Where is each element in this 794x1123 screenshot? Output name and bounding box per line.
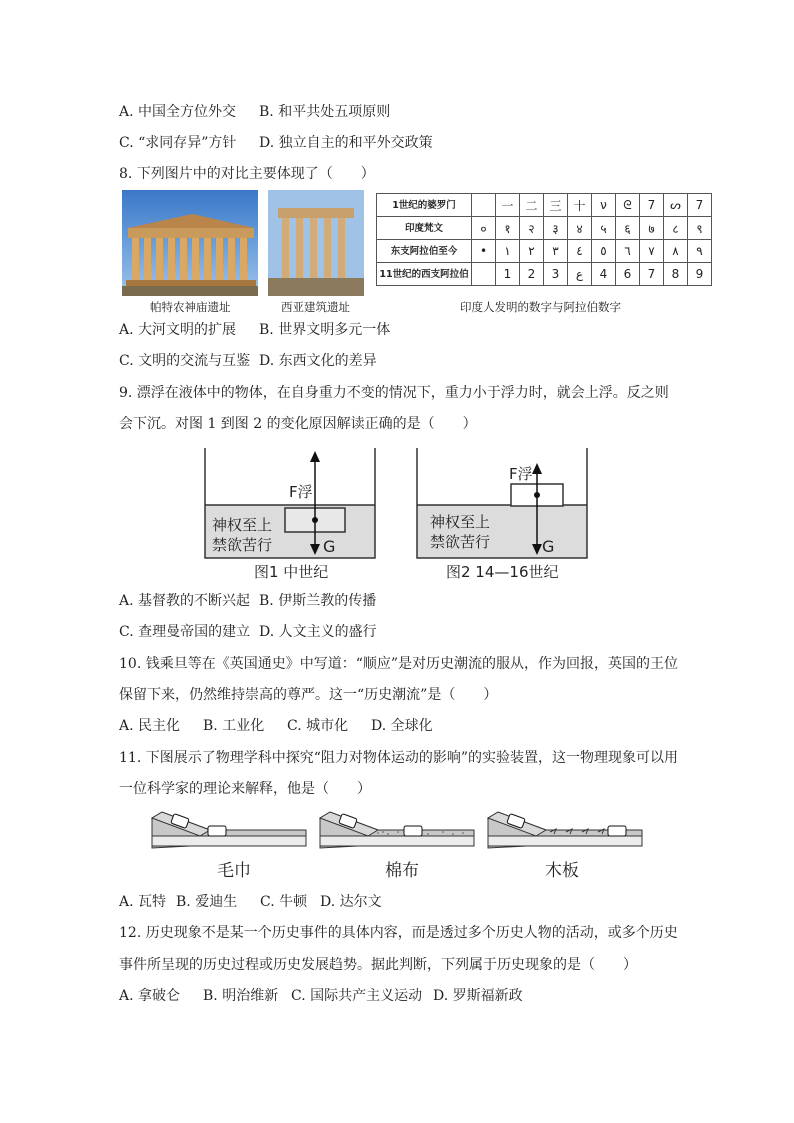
q12-option-c[interactable]: C. 国际共产主义运动	[291, 988, 423, 1004]
table-cell: 十	[568, 194, 592, 217]
table-cell: 二	[520, 194, 544, 217]
q7-option-a[interactable]: A. 中国全方位外交	[119, 104, 237, 120]
table-cell: 3	[544, 263, 568, 286]
fig1-text1: 神权至上	[212, 516, 273, 534]
table-cell: ν	[592, 194, 616, 217]
q11-options	[119, 892, 382, 912]
table-cell: 4	[592, 263, 616, 286]
table-cell: ᘓ	[616, 194, 640, 217]
table-cell: ٥	[592, 240, 616, 263]
table-cell: 7	[640, 194, 664, 217]
q10-options	[119, 716, 433, 736]
table-cell: ٣	[544, 240, 568, 263]
row-header: 11世纪的西支阿拉伯	[377, 263, 472, 286]
surface-label-cotton: 棉布	[385, 861, 419, 881]
table-cell: १	[496, 217, 520, 240]
table-cell: ३	[544, 217, 568, 240]
fig2-force-up-label: F浮	[509, 465, 533, 483]
q10-option-c[interactable]: C. 城市化	[287, 718, 349, 734]
q9-option-a[interactable]: A. 基督教的不断兴起	[119, 593, 251, 609]
q11-option-d[interactable]: D. 达尔文	[320, 894, 382, 910]
q11-stem-line2: 一位科学家的理论来解释，他是（ ）	[119, 781, 371, 797]
table-row	[377, 194, 712, 217]
table-cell: ०	[472, 217, 496, 240]
table-cell: 9	[688, 263, 712, 286]
q7-options-row1	[119, 102, 390, 122]
table-cell: 7	[640, 263, 664, 286]
table-cell: २	[520, 217, 544, 240]
table-row	[377, 263, 712, 286]
table-cell: ٢	[520, 240, 544, 263]
fig1-text2: 禁欲苦行	[212, 536, 273, 554]
table-cell: ١	[496, 240, 520, 263]
q8-option-a[interactable]: A. 大河文明的扩展	[119, 322, 237, 338]
numerals-table	[376, 193, 712, 286]
fig1-force-up-label: F浮	[289, 483, 313, 501]
table-cell: ٨	[664, 240, 688, 263]
table-cell: ६	[616, 217, 640, 240]
table-cell	[472, 263, 496, 286]
table-cell: ٩	[688, 240, 712, 263]
table-cell: ५	[592, 217, 616, 240]
fig2-gravity-label: G	[542, 537, 555, 556]
table-cell: ᔕ	[664, 194, 688, 217]
q8-options-row2	[119, 351, 377, 371]
q10-option-d[interactable]: D. 全球化	[371, 718, 433, 734]
q10-option-a[interactable]: A. 民主化	[119, 718, 181, 734]
caption-west-asia: 西亚建筑遗址	[281, 300, 350, 314]
fig2-text2: 禁欲苦行	[430, 533, 491, 551]
surface-label-wood: 木板	[545, 861, 579, 881]
q9-stem-line2: 会下沉。对图 1 到图 2 的变化原因解读正确的是（ ）	[119, 416, 477, 432]
table-cell: ७	[640, 217, 664, 240]
q9-stem-line1: 9. 漂浮在液体中的物体，在自身重力不变的情况下，重力小于浮力时，就会上浮。反之则	[119, 385, 669, 401]
cotton-ramp	[318, 808, 478, 852]
table-row	[377, 217, 712, 240]
fig2-caption: 图2 14—16世纪	[446, 563, 559, 581]
table-cell	[472, 194, 496, 217]
table-cell: 8	[664, 263, 688, 286]
q12-option-d[interactable]: D. 罗斯福新政	[433, 988, 523, 1004]
west-asia-ruins-photo	[268, 190, 364, 296]
q8-option-d[interactable]: D. 东西文化的差异	[259, 353, 377, 369]
fig2-text1: 神权至上	[430, 513, 491, 531]
q12-options	[119, 986, 523, 1006]
parthenon-photo	[122, 190, 258, 296]
q12-stem-line1: 12. 历史现象不是某一个历史事件的具体内容，而是透过多个历史人物的活动，或多个历史	[119, 925, 678, 941]
table-cell: •	[472, 240, 496, 263]
q7-option-d[interactable]: D. 独立自主的和平外交政策	[259, 135, 433, 151]
q7-options-row2	[119, 133, 433, 153]
q7-option-c[interactable]: C. “求同存异”方针	[119, 135, 237, 151]
table-cell: ४	[568, 217, 592, 240]
q9-option-d[interactable]: D. 人文主义的盛行	[259, 624, 377, 640]
towel-ramp	[150, 808, 310, 852]
q8-option-b[interactable]: B. 世界文明多元一体	[259, 322, 391, 338]
table-cell: ٧	[640, 240, 664, 263]
q9-option-b[interactable]: B. 伊斯兰教的传播	[259, 593, 377, 609]
q12-option-b[interactable]: B. 明治维新	[203, 988, 279, 1004]
q9-options-row2	[119, 622, 377, 642]
fig1-gravity-label: G	[323, 537, 336, 556]
surface-label-towel: 毛巾	[217, 861, 251, 881]
q9-option-c[interactable]: C. 查理曼帝国的建立	[119, 624, 251, 640]
q11-option-a[interactable]: A. 瓦特	[119, 894, 167, 910]
q11-option-b[interactable]: B. 爱迪生	[176, 894, 238, 910]
q10-stem-line2: 保留下来，仍然维持崇高的尊严。这一“历史潮流”是（ ）	[119, 687, 498, 703]
q10-option-b[interactable]: B. 工业化	[203, 718, 265, 734]
table-cell: 一	[496, 194, 520, 217]
table-cell: ९	[688, 217, 712, 240]
caption-parthenon: 帕特农神庙遗址	[150, 300, 231, 314]
q9-options-row1	[119, 591, 376, 611]
wood-board-ramp	[486, 808, 646, 852]
q11-stem-line1: 11. 下图展示了物理学科中探究“阻力对物体运动的影响”的实验装置，这一物理现象可以用	[119, 750, 679, 766]
row-header: 印度梵文	[377, 217, 472, 240]
table-cell: ८	[664, 217, 688, 240]
fig1-caption: 图1 中世纪	[254, 563, 329, 581]
table-cell: 2	[520, 263, 544, 286]
q11-option-c[interactable]: C. 牛顿	[260, 894, 308, 910]
table-cell: 6	[616, 263, 640, 286]
q12-stem-line2: 事件所呈现的历史过程或历史发展趋势。据此判断，下列属于历史现象的是（ ）	[119, 957, 637, 973]
row-header: 1世纪的婆罗门	[377, 194, 472, 217]
q7-option-b[interactable]: B. 和平共处五项原则	[259, 104, 391, 120]
q12-option-a[interactable]: A. 拿破仑	[119, 988, 181, 1004]
table-cell: ع	[568, 263, 592, 286]
table-row	[377, 240, 712, 263]
q10-stem-line1: 10. 钱乘旦等在《英国通史》中写道：“顺应”是对历史潮流的服从，作为回报，英国的王位	[119, 656, 679, 672]
table-cell: 7	[688, 194, 712, 217]
caption-numerals: 印度人发明的数字与阿拉伯数字	[460, 300, 621, 314]
row-header: 东支阿拉伯至今	[377, 240, 472, 263]
q8-stem: 8. 下列图片中的对比主要体现了（ ）	[119, 166, 375, 182]
table-cell: ٤	[568, 240, 592, 263]
table-cell: 三	[544, 194, 568, 217]
q8-options-row1	[119, 320, 390, 340]
q8-option-c[interactable]: C. 文明的交流与互鉴	[119, 353, 251, 369]
table-cell: ٦	[616, 240, 640, 263]
table-cell: 1	[496, 263, 520, 286]
